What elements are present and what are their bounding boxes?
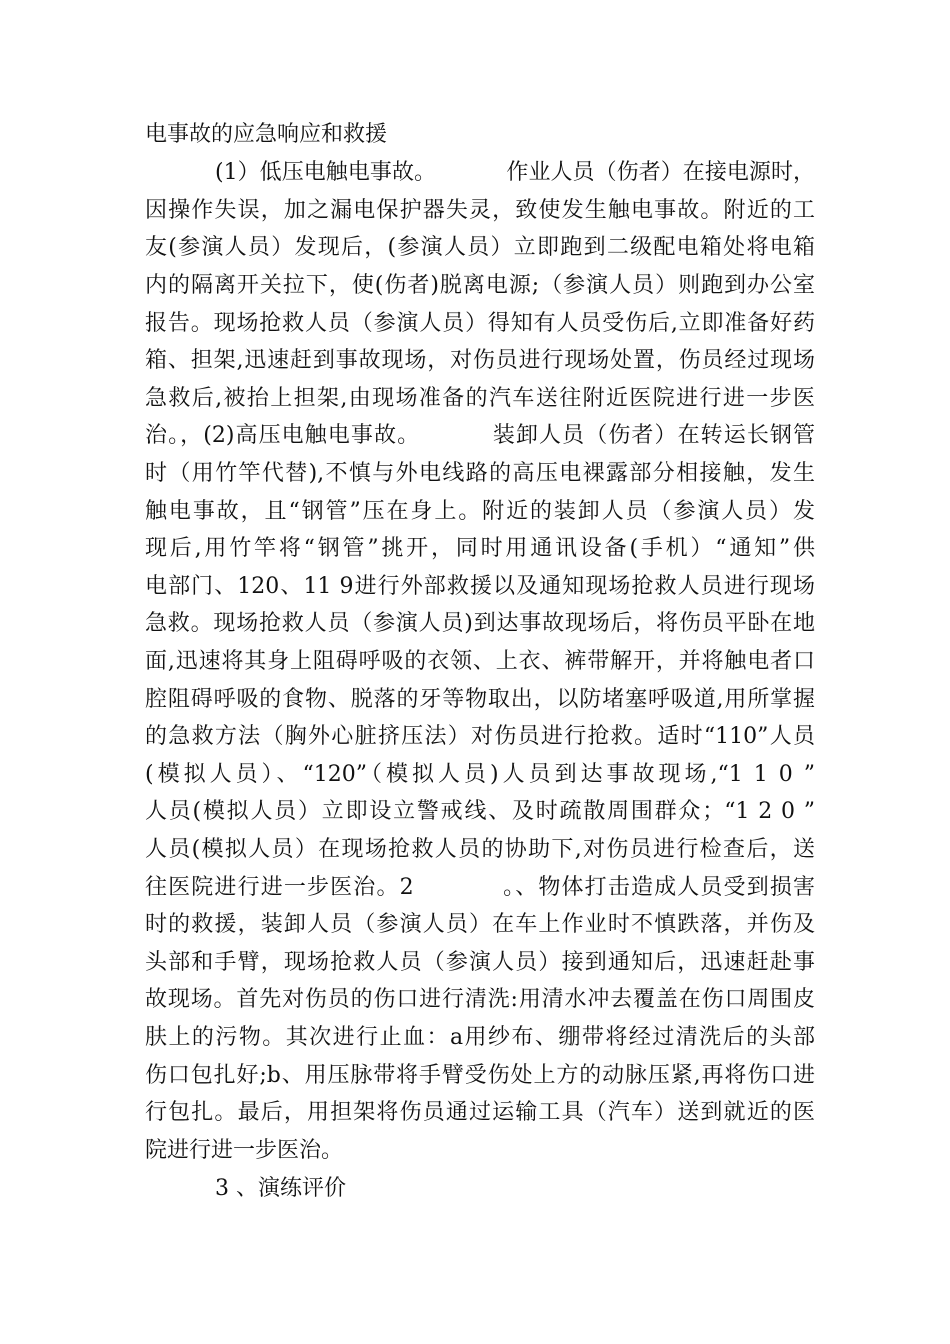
paragraph-line: 箱、担架,迅速赶到事故现场，对伤员进行现场处置，伤员经过现场: [145, 348, 815, 373]
paragraph-line: 报告。现场抢救人员（参演人员）得知有人员受伤后,立即准备好药: [145, 311, 815, 336]
paragraph-line: 时（用竹竿代替),不慎与外电线路的高压电裸露部分相接触，发生: [145, 461, 815, 486]
paragraph-line: 伤口包扎好;b、用压脉带将手臂受伤处上方的动脉压紧,再将伤口进: [145, 1063, 815, 1088]
paragraph-line: 人员(模拟人员）立即设立警戒线、及时疏散周围群众；“1 2 0 ”: [145, 799, 815, 824]
paragraph-line: 行包扎。最后，用担架将伤员通过运输工具（汽车）送到就近的医: [145, 1100, 815, 1125]
paragraph-line: 现后,用竹竿将“钢管”挑开，同时用通讯设备(手机）“通知”供: [145, 536, 815, 561]
paragraph-line: 治。，(2)高压电触电事故。 装卸人员（伤者）在转运长钢管: [145, 423, 815, 448]
paragraph-line: 往医院进行进一步医治。2 。、物体打击造成人员受到损害: [145, 875, 815, 900]
paragraph-line: 电部门、120、11 9进行外部救援以及通知现场抢救人员进行现场: [145, 574, 815, 599]
paragraph-line: 院进行进一步医治。: [145, 1138, 344, 1163]
paragraph-line: 因操作失误，加之漏电保护器失灵，致使发生触电事故。附近的工: [145, 198, 815, 223]
paragraph-line-heading: 电事故的应急响应和救援: [145, 122, 388, 147]
paragraph-line: 的急救方法（胸外心脏挤压法）对伤员进行抢救。适时“110”人员: [145, 724, 815, 749]
paragraph-line: 头部和手臂，现场抢救人员（参演人员）接到通知后，迅速赶赴事: [145, 950, 815, 975]
paragraph-line: 时的救援，装卸人员（参演人员）在车上作业时不慎跌落，并伤及: [145, 912, 815, 937]
paragraph-line: 内的隔离开关拉下，使(伤者)脱离电源;（参演人员）则跑到办公室: [145, 273, 815, 298]
paragraph-line: 触电事故，且“钢管”压在身上。附近的装卸人员（参演人员）发: [145, 499, 815, 524]
paragraph-line: 腔阻碍呼吸的食物、脱落的牙等物取出，以防堵塞呼吸道,用所掌握: [145, 687, 815, 712]
paragraph-line: 急救。现场抢救人员（参演人员)到达事故现场后，将伤员平卧在地: [145, 611, 815, 636]
paragraph-line: (模拟人员）、“120”（模拟人员)人员到达事故现场,“1 1 0 ”: [145, 762, 815, 787]
paragraph-line: 肤上的污物。其次进行止血：a用纱布、绷带将经过清洗后的头部: [145, 1025, 815, 1050]
paragraph-line: 故现场。首先对伤员的伤口进行清洗:用清水冲去覆盖在伤口周围皮: [145, 987, 815, 1012]
section-heading: 3 、演练评价: [215, 1176, 346, 1201]
paragraph-line: 急救后,被抬上担架,由现场准备的汽车送往附近医院进行进一步医: [145, 386, 815, 411]
paragraph-line: 友(参演人员）发现后，(参演人员）立即跑到二级配电箱处将电箱: [145, 235, 815, 260]
paragraph-line: 人员(模拟人员）在现场抢救人员的协助下,对伤员进行检查后，送: [145, 837, 815, 862]
paragraph-line: (1）低压电触电事故。 作业人员（伤者）在接电源时，: [215, 160, 815, 185]
paragraph-line: 面,迅速将其身上阻碍呼吸的衣领、上衣、裤带解开，并将触电者口: [145, 649, 815, 674]
